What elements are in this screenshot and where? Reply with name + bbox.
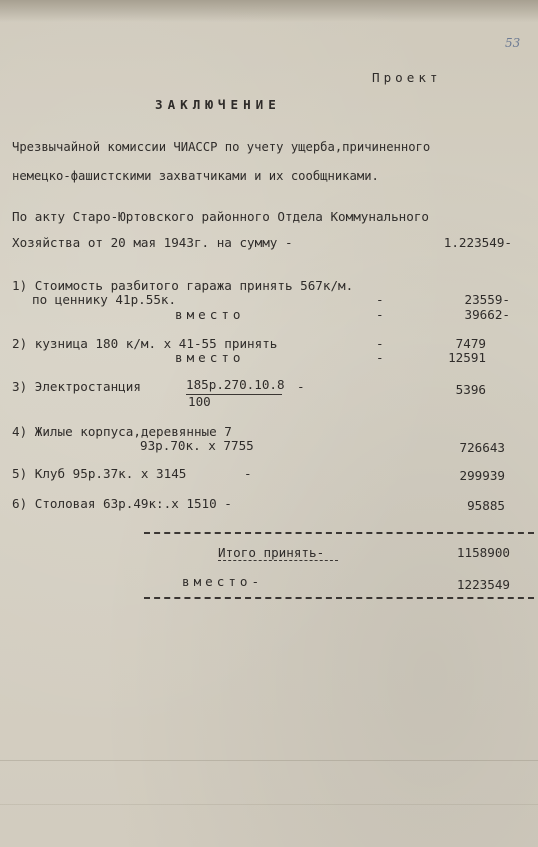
total-accept-value: 1158900 <box>456 545 510 560</box>
item-3-dash: - <box>297 379 305 394</box>
page-top-edge <box>0 0 538 22</box>
intro-line-1: По акту Старо-Юртовского районного Отдела Коммунального <box>12 209 430 224</box>
document-title: ЗАКЛЮЧЕНИЕ <box>155 97 281 112</box>
item-1-instead-value: 39662- <box>464 307 510 322</box>
item-4-line-1: 4) Жилые корпуса,деревянные 7 <box>12 424 232 439</box>
item-6-value: 95885 <box>467 498 505 513</box>
subtitle-line-2: немецко-фашистскими захватчиками и их сообщниками. <box>12 169 379 183</box>
totals-bottom-divider <box>144 597 534 599</box>
totals-top-divider <box>144 532 534 534</box>
project-label: Проект <box>372 70 442 85</box>
item-6-line: 6) Столовая 63р.49к:.х 1510 - <box>12 496 232 511</box>
intro-amount: 1.223549- <box>443 235 512 250</box>
item-2-instead-value: 12591 <box>448 350 486 365</box>
item-4-value: 726643 <box>459 440 505 455</box>
total-instead-value: 1223549 <box>456 577 510 592</box>
item-1-line-1: 1) Стоимость разбитого гаража принять 567к/м. <box>12 278 354 293</box>
item-1-instead-dash: - <box>376 307 384 322</box>
item-2-line-1: 2) кузница 180 к/м. х 41-55 принять <box>12 336 278 351</box>
paper-fold-line <box>0 760 538 761</box>
item-1-value: 23559- <box>464 292 510 307</box>
item-1-instead-label: вместо <box>175 307 245 322</box>
total-accept-underline <box>218 560 338 561</box>
item-1-line-2: по ценнику 41р.55к. <box>32 292 177 307</box>
item-2-value: 7479 <box>455 336 486 351</box>
total-instead-label: вместо- <box>182 574 264 589</box>
subtitle-line-1: Чрезвычайной комиссии ЧИАССР по учету ущерба,причиненного <box>12 140 431 154</box>
item-1-line-2-dash: - <box>376 292 384 307</box>
item-5-dash: - <box>244 466 252 481</box>
item-5-line: 5) Клуб 95р.37к. х 3145 <box>12 466 187 481</box>
item-2-instead-label: вместо <box>175 350 245 365</box>
item-3-label: 3) Электростанция <box>12 379 141 394</box>
item-3-value: 5396 <box>455 382 486 397</box>
item-2-instead-dash: - <box>376 350 384 365</box>
item-4-line-2: 93р.70к. х 7755 <box>140 438 254 453</box>
item-2-dash: - <box>376 336 384 351</box>
intro-line-2: Хозяйства от 20 мая 1943г. на сумму - <box>12 235 293 250</box>
item-3-fraction-denominator: 100 <box>188 394 211 409</box>
total-accept-label: Итого принять- <box>218 545 325 560</box>
page-number: 53 <box>505 36 521 50</box>
item-3-fraction-numerator: 185р.270.10.8 <box>186 377 285 392</box>
item-5-value: 299939 <box>459 468 505 483</box>
paper-fold-line-lower <box>0 804 538 805</box>
